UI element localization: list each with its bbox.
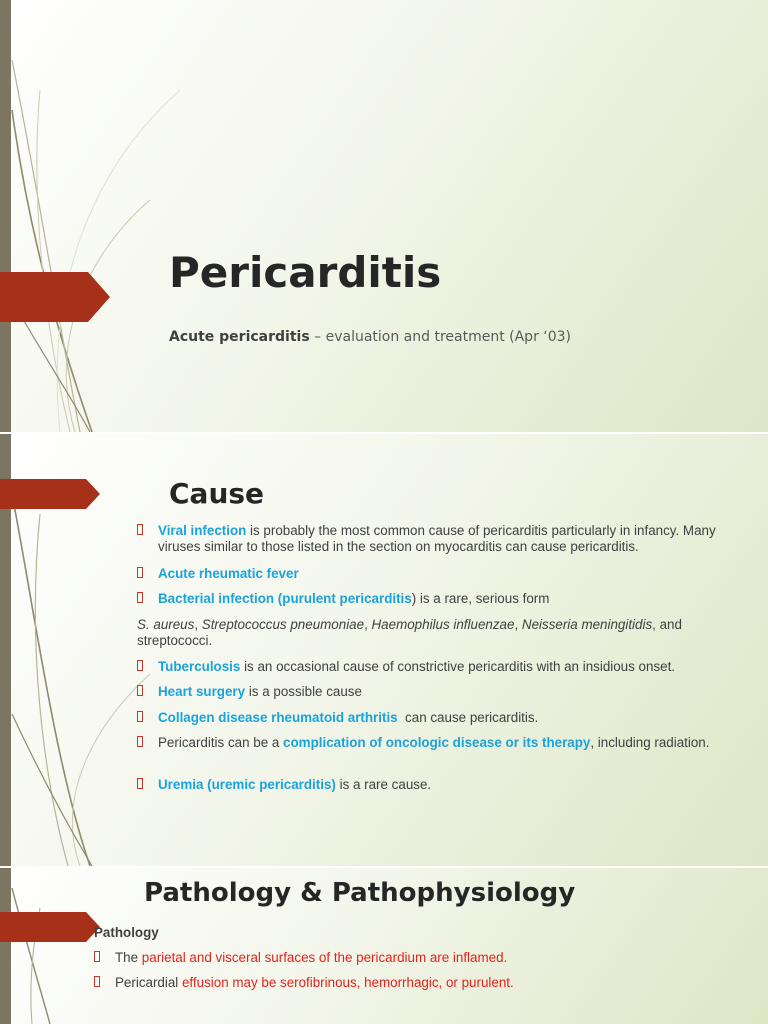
bullet-icon	[137, 778, 143, 789]
organism-name: Neisseria meningitidis	[521, 617, 653, 632]
item-red-text: parietal and visceral surfaces of the pericardium are inflamed.	[141, 950, 508, 965]
bullet-icon	[137, 660, 143, 671]
list-item-heart-surgery	[137, 684, 738, 700]
subtitle-rest: – evaluation and treatment (Apr ‘03)	[309, 329, 572, 345]
item-text: is a rare cause.	[335, 777, 432, 792]
item-highlight: Viral infection	[158, 523, 247, 538]
pathology-item	[94, 950, 715, 966]
pathology-item	[94, 975, 715, 991]
bullet-icon	[137, 685, 143, 696]
separator: ,	[514, 617, 522, 632]
list-item-uremia	[137, 777, 738, 793]
bullet-icon	[137, 524, 143, 535]
slide-title-text: Pericarditis	[169, 248, 442, 297]
organism-name: S. aureus	[137, 617, 195, 632]
bullet-icon	[94, 976, 100, 987]
item-highlight: Acute rheumatic fever	[158, 566, 299, 581]
organism-name: Haemophilus influenzae	[371, 617, 515, 632]
bullet-icon	[137, 567, 143, 578]
separator: , and streptococci.	[137, 617, 682, 648]
bullet-icon	[137, 592, 143, 603]
item-text: is probably the most common cause of pericarditis particularly in infancy. Many viruses similar to those listed in the section on myocarditis can cause pericarditis.	[158, 523, 716, 554]
item-text: The	[115, 950, 142, 965]
list-item-viral	[137, 523, 738, 555]
item-text: Pericarditis can be a	[158, 735, 284, 750]
item-text: Pericardial	[115, 975, 182, 990]
cause-title: Cause	[169, 477, 265, 510]
item-highlight: complication of oncologic disease or its therapy	[283, 735, 591, 750]
list-item-collagen	[137, 710, 738, 726]
list-item-bacterial	[137, 591, 738, 607]
accent-arrow	[0, 479, 100, 509]
list-item-oncologic	[137, 735, 718, 751]
decorative-curves	[0, 0, 200, 432]
item-text: ) is a rare, serious form	[411, 591, 550, 606]
bullet-icon	[94, 951, 100, 962]
bullet-icon	[137, 711, 143, 722]
organism-list	[137, 617, 717, 649]
slide-title	[0, 0, 768, 432]
item-highlight: Collagen disease rheumatoid arthritis	[158, 710, 398, 725]
item-text: is a possible cause	[245, 684, 362, 699]
item-text: can cause pericarditis.	[397, 710, 539, 725]
pathology-label: Pathology	[94, 925, 159, 940]
item-highlight: Uremia (uremic pericarditis)	[158, 777, 336, 792]
item-red-text: effusion may be serofibrinous, hemorrhagic, or purulent.	[181, 975, 514, 990]
accent-arrow	[0, 272, 110, 322]
organism-name: Streptococcus pneumoniae	[201, 617, 365, 632]
item-highlight: Tuberculosis	[158, 659, 241, 674]
item-text: is an occasional cause of constrictive pericarditis with an insidious onset.	[240, 659, 676, 674]
slide-cause	[0, 434, 768, 866]
subtitle-bold: Acute pericarditis	[169, 329, 310, 345]
accent-arrow	[0, 912, 100, 942]
list-item-rheumatic	[137, 566, 738, 582]
item-highlight: Bacterial infection (purulent pericarditis	[158, 591, 412, 606]
item-highlight: Heart surgery	[158, 684, 246, 699]
list-item-tuberculosis	[137, 659, 738, 675]
separator: ,	[364, 617, 372, 632]
separator: ,	[194, 617, 202, 632]
slide-subtitle	[169, 329, 571, 345]
pathology-title: Pathology & Pathophysiology	[144, 878, 576, 908]
bullet-icon	[137, 736, 143, 747]
item-text: , including radiation.	[590, 735, 710, 750]
